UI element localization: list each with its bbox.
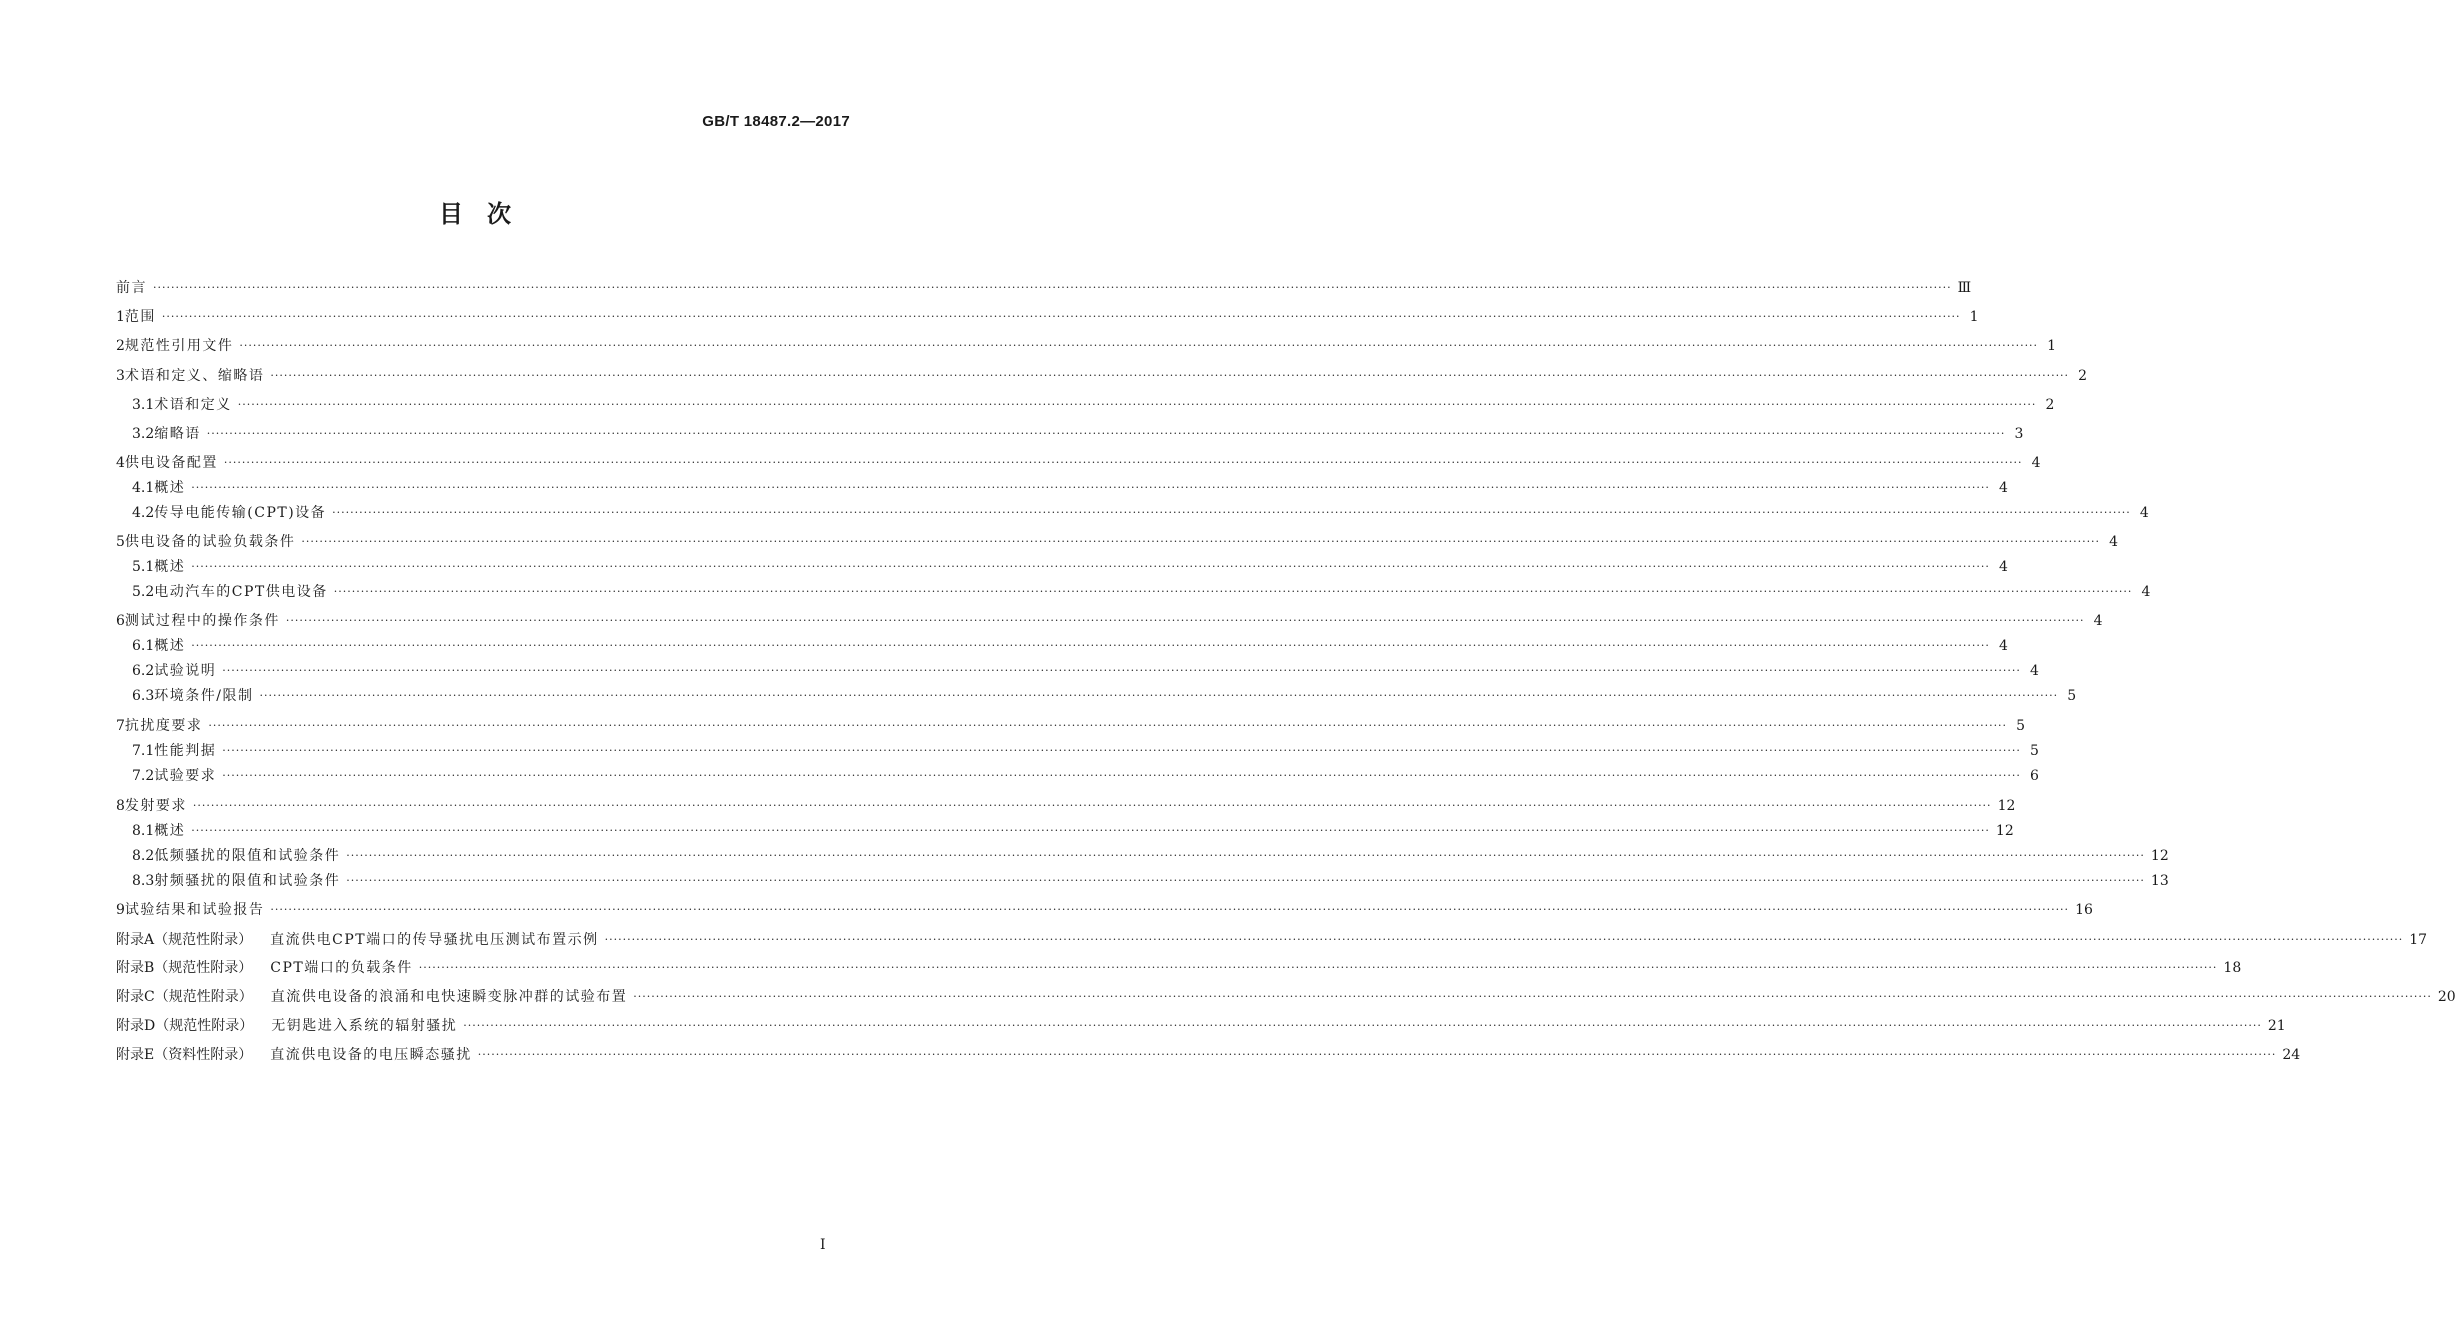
toc-leader-dots: ················································································································································································································································································································································································································ [153,281,1952,294]
toc-entry-page: 3 [2014,426,2024,442]
toc-entry-page: 4 [2141,584,2151,600]
toc-entry-number: 5.2 [132,584,155,600]
toc-entry[interactable] [116,636,2008,656]
toc-leader-dots: ················································································································································································································································································································································································································ [259,689,2059,702]
toc-entry-number: 附录D（规范性附录） [116,1018,254,1034]
toc-entry-page: 18 [2223,960,2242,976]
toc-entry-page: 4 [2109,534,2119,550]
toc-entry[interactable] [116,1016,2286,1036]
toc-leader-dots: ················································································································································································································································································································································································································ [332,506,2131,519]
toc-entry-page: 24 [2282,1047,2301,1063]
toc-entry-page: 4 [1998,559,2008,575]
toc-entry-label: 电动汽车的CPT供电设备 [154,584,328,600]
toc-entry-page: 16 [2075,902,2093,918]
toc-entry-label: 缩略语 [154,426,201,442]
toc-entry-page: 6 [2029,768,2039,784]
toc-entry[interactable] [116,395,2055,415]
toc-entry-number: 6.3 [132,688,155,704]
toc-entry-page: 13 [2150,873,2169,889]
toc-entry[interactable] [116,478,2008,498]
toc-entry[interactable] [116,741,2039,761]
toc-leader-dots: ················································································································································································································································································································································································································ [222,769,2021,782]
toc-entry-label: 传导电能传输(CPT)设备 [154,505,327,521]
toc-entry-label: 直流供电CPT端口的传导骚扰电压测试布置示例 [270,932,599,948]
toc-entry[interactable] [116,821,2014,841]
toc-entry-page: 2 [2045,397,2055,413]
toc-entry-page: 17 [2409,932,2428,948]
toc-leader-dots: ················································································································································································································································································································································································································ [270,369,2070,382]
toc-entry-page: 20 [2437,989,2456,1005]
toc-entry-label: 测试过程中的操作条件 [124,613,280,629]
toc-entry-number: 1 [116,309,125,325]
toc-entry-label: 试验要求 [154,768,217,784]
toc-entry-page: 5 [2016,718,2026,734]
toc-entry[interactable] [116,900,2093,920]
toc-entry-number: 附录C（规范性附录） [116,989,253,1005]
toc-entry-page: 4 [1998,638,2008,654]
toc-leader-dots: ················································································································································································································································································································································································································ [604,933,2404,946]
toc-entry-number: 8.3 [132,873,155,889]
toc-entry-label: 范围 [124,309,156,325]
toc-entry[interactable] [116,846,2169,866]
toc-entry-number: 3.1 [132,397,155,413]
toc-leader-dots: ················································································································································································································································································································································································································ [477,1048,2277,1061]
toc-entry-number: 2 [116,338,125,354]
toc-leader-dots: ················································································································································································································································································································································································································ [223,456,2023,469]
toc-entry-page: 12 [2150,848,2169,864]
toc-entry-number: 4 [116,455,125,471]
toc-entry-page: 2 [2078,368,2088,384]
toc-entry-label: 性能判据 [154,743,217,759]
toc-entry-number: 7 [116,718,125,734]
toc-entry-page: 4 [2093,613,2103,629]
toc-entry[interactable] [116,366,2088,386]
toc-entry-page: 4 [2031,455,2041,471]
toc-leader-dots: ················································································································································································································································································································································································································ [463,1019,2262,1032]
toc-entry-label: 概述 [154,559,186,575]
toc-entry-page: 12 [1997,798,2016,814]
toc-entry[interactable] [116,278,1972,298]
toc-entry-label: 试验结果和试验报告 [124,902,265,918]
toc-leader-dots: ················································································································································································································································································································································································································ [222,744,2021,757]
toc-entry-label: 概述 [154,823,186,839]
toc-leader-dots: ················································································································································································································································································································································································································ [237,398,2037,411]
toc-entry-label: 供电设备配置 [124,455,218,471]
page-title: 目 次 [439,200,511,228]
standard-code: GB/T 18487.2—2017 [702,113,850,130]
toc-entry-number: 6.2 [132,663,155,679]
toc-entry[interactable] [116,532,2119,552]
toc-entry-number: 5.1 [132,559,155,575]
toc-leader-dots: ················································································································································································································································································································································································································ [192,799,1992,812]
toc-leader-dots: ················································································································································································································································································································································································································ [191,639,1990,652]
toc-entry[interactable] [116,453,2041,473]
toc-entry[interactable] [116,987,2456,1007]
toc-entry-page: 4 [2029,663,2039,679]
toc-entry-number: 8.1 [132,823,155,839]
toc-entry-label: 术语和定义、缩略语 [124,368,265,384]
toc-entry-number: 附录B（规范性附录） [116,960,253,976]
toc-entry-label: 低频骚扰的限值和试验条件 [154,848,341,864]
toc-leader-dots: ················································································································································································································································································································································································································ [239,339,2039,352]
toc-entry-label: 概述 [154,638,186,654]
toc-entry[interactable] [116,557,2008,577]
toc-leader-dots: ················································································································································································································································································································································································································ [633,990,2432,1003]
toc-entry-number: 9 [116,902,125,918]
toc-leader-dots: ················································································································································································································································································································································································································ [208,719,2008,732]
toc-entry[interactable] [116,503,2149,523]
toc-entry[interactable] [116,796,2016,816]
toc-entry-label: 直流供电设备的浪涌和电快速瞬变脉冲群的试验布置 [270,989,628,1005]
toc-entry-label: 无钥匙进入系统的辐射骚扰 [271,1018,458,1034]
toc-leader-dots: ················································································································································································································································································································································································································ [191,481,1990,494]
toc-entry-label: 概述 [154,480,186,496]
toc-entry-page: 1 [1969,309,1979,325]
toc-entry-page: Ⅲ [1957,280,1972,296]
toc-leader-dots: ················································································································································································································································································································································································································ [191,824,1990,837]
toc-entry-number: 6 [116,613,125,629]
toc-entry-label: CPT端口的负载条件 [270,960,413,976]
toc-entry-number: 附录A（规范性附录） [116,932,253,948]
toc-entry[interactable] [116,871,2169,891]
page-number: I [820,1237,826,1253]
toc-entry-label: 环境条件/限制 [154,688,254,704]
toc-entry[interactable] [116,766,2039,786]
toc-leader-dots: ················································································································································································································································································································································································································ [346,874,2145,887]
toc-entry[interactable] [116,336,2057,356]
toc-entry[interactable] [116,958,2242,978]
toc-entry[interactable] [116,307,1979,327]
toc-entry[interactable] [116,686,2077,706]
toc-entry[interactable] [116,661,2039,681]
toc-entry-page: 4 [2139,505,2149,521]
toc-entry-number: 5 [116,534,125,550]
toc-entry-number: 4.2 [132,505,155,521]
toc-entry-label: 抗扰度要求 [124,718,203,734]
toc-leader-dots: ················································································································································································································································································································································································································ [301,535,2101,548]
toc-entry-label: 供电设备的试验负载条件 [124,534,296,550]
toc-entry-number: 7.1 [132,743,155,759]
toc-entry[interactable] [116,716,2026,736]
toc-entry-number: 4.1 [132,480,155,496]
toc-entry-label: 规范性引用文件 [124,338,234,354]
toc-entry-label: 试验说明 [154,663,217,679]
toc-entry-number: 附录E（资料性附录） [116,1047,253,1063]
toc-leader-dots: ················································································································································································································································································································································································································ [418,961,2218,974]
toc-leader-dots: ················································································································································································································································································································································································································ [222,664,2021,677]
toc-entry-page: 21 [2267,1018,2286,1034]
toc-leader-dots: ················································································································································································································································································································································································································ [333,585,2133,598]
toc-leader-dots: ················································································································································································································································································································································································································ [346,849,2145,862]
toc-entry[interactable] [116,1045,2301,1065]
toc-entry[interactable] [116,582,2151,602]
toc-entry-label: 射频骚扰的限值和试验条件 [154,873,341,889]
toc-entry-number: 8.2 [132,848,155,864]
toc-entry[interactable] [116,930,2428,950]
toc-entry-label: 前言 [116,280,147,296]
toc-entry-page: 5 [2029,743,2039,759]
toc-entry-label: 发射要求 [124,798,187,814]
toc-entry-number: 6.1 [132,638,155,654]
toc-entry[interactable] [116,424,2024,444]
toc-entry[interactable] [116,611,2103,631]
toc-entry-page: 1 [2047,338,2057,354]
toc-leader-dots: ················································································································································································································································································································································································································ [191,560,1990,573]
toc-entry-number: 3 [116,368,125,384]
toc-entry-page: 4 [1998,480,2008,496]
toc-entry-label: 术语和定义 [154,397,232,413]
toc-entry-number: 3.2 [132,426,155,442]
toc-leader-dots: ················································································································································································································································································································································································································ [206,427,2006,440]
toc-leader-dots: ················································································································································································································································································································································································································ [161,310,1961,323]
toc-entry-label: 直流供电设备的电压瞬态骚扰 [270,1047,472,1063]
toc-entry-number: 8 [116,798,125,814]
toc-leader-dots: ················································································································································································································································································································································································································ [270,903,2070,916]
toc-entry-number: 7.2 [132,768,155,784]
toc-leader-dots: ················································································································································································································································································································································································································ [285,614,2085,627]
toc-entry-page: 12 [1995,823,2014,839]
toc-entry-page: 5 [2067,688,2077,704]
